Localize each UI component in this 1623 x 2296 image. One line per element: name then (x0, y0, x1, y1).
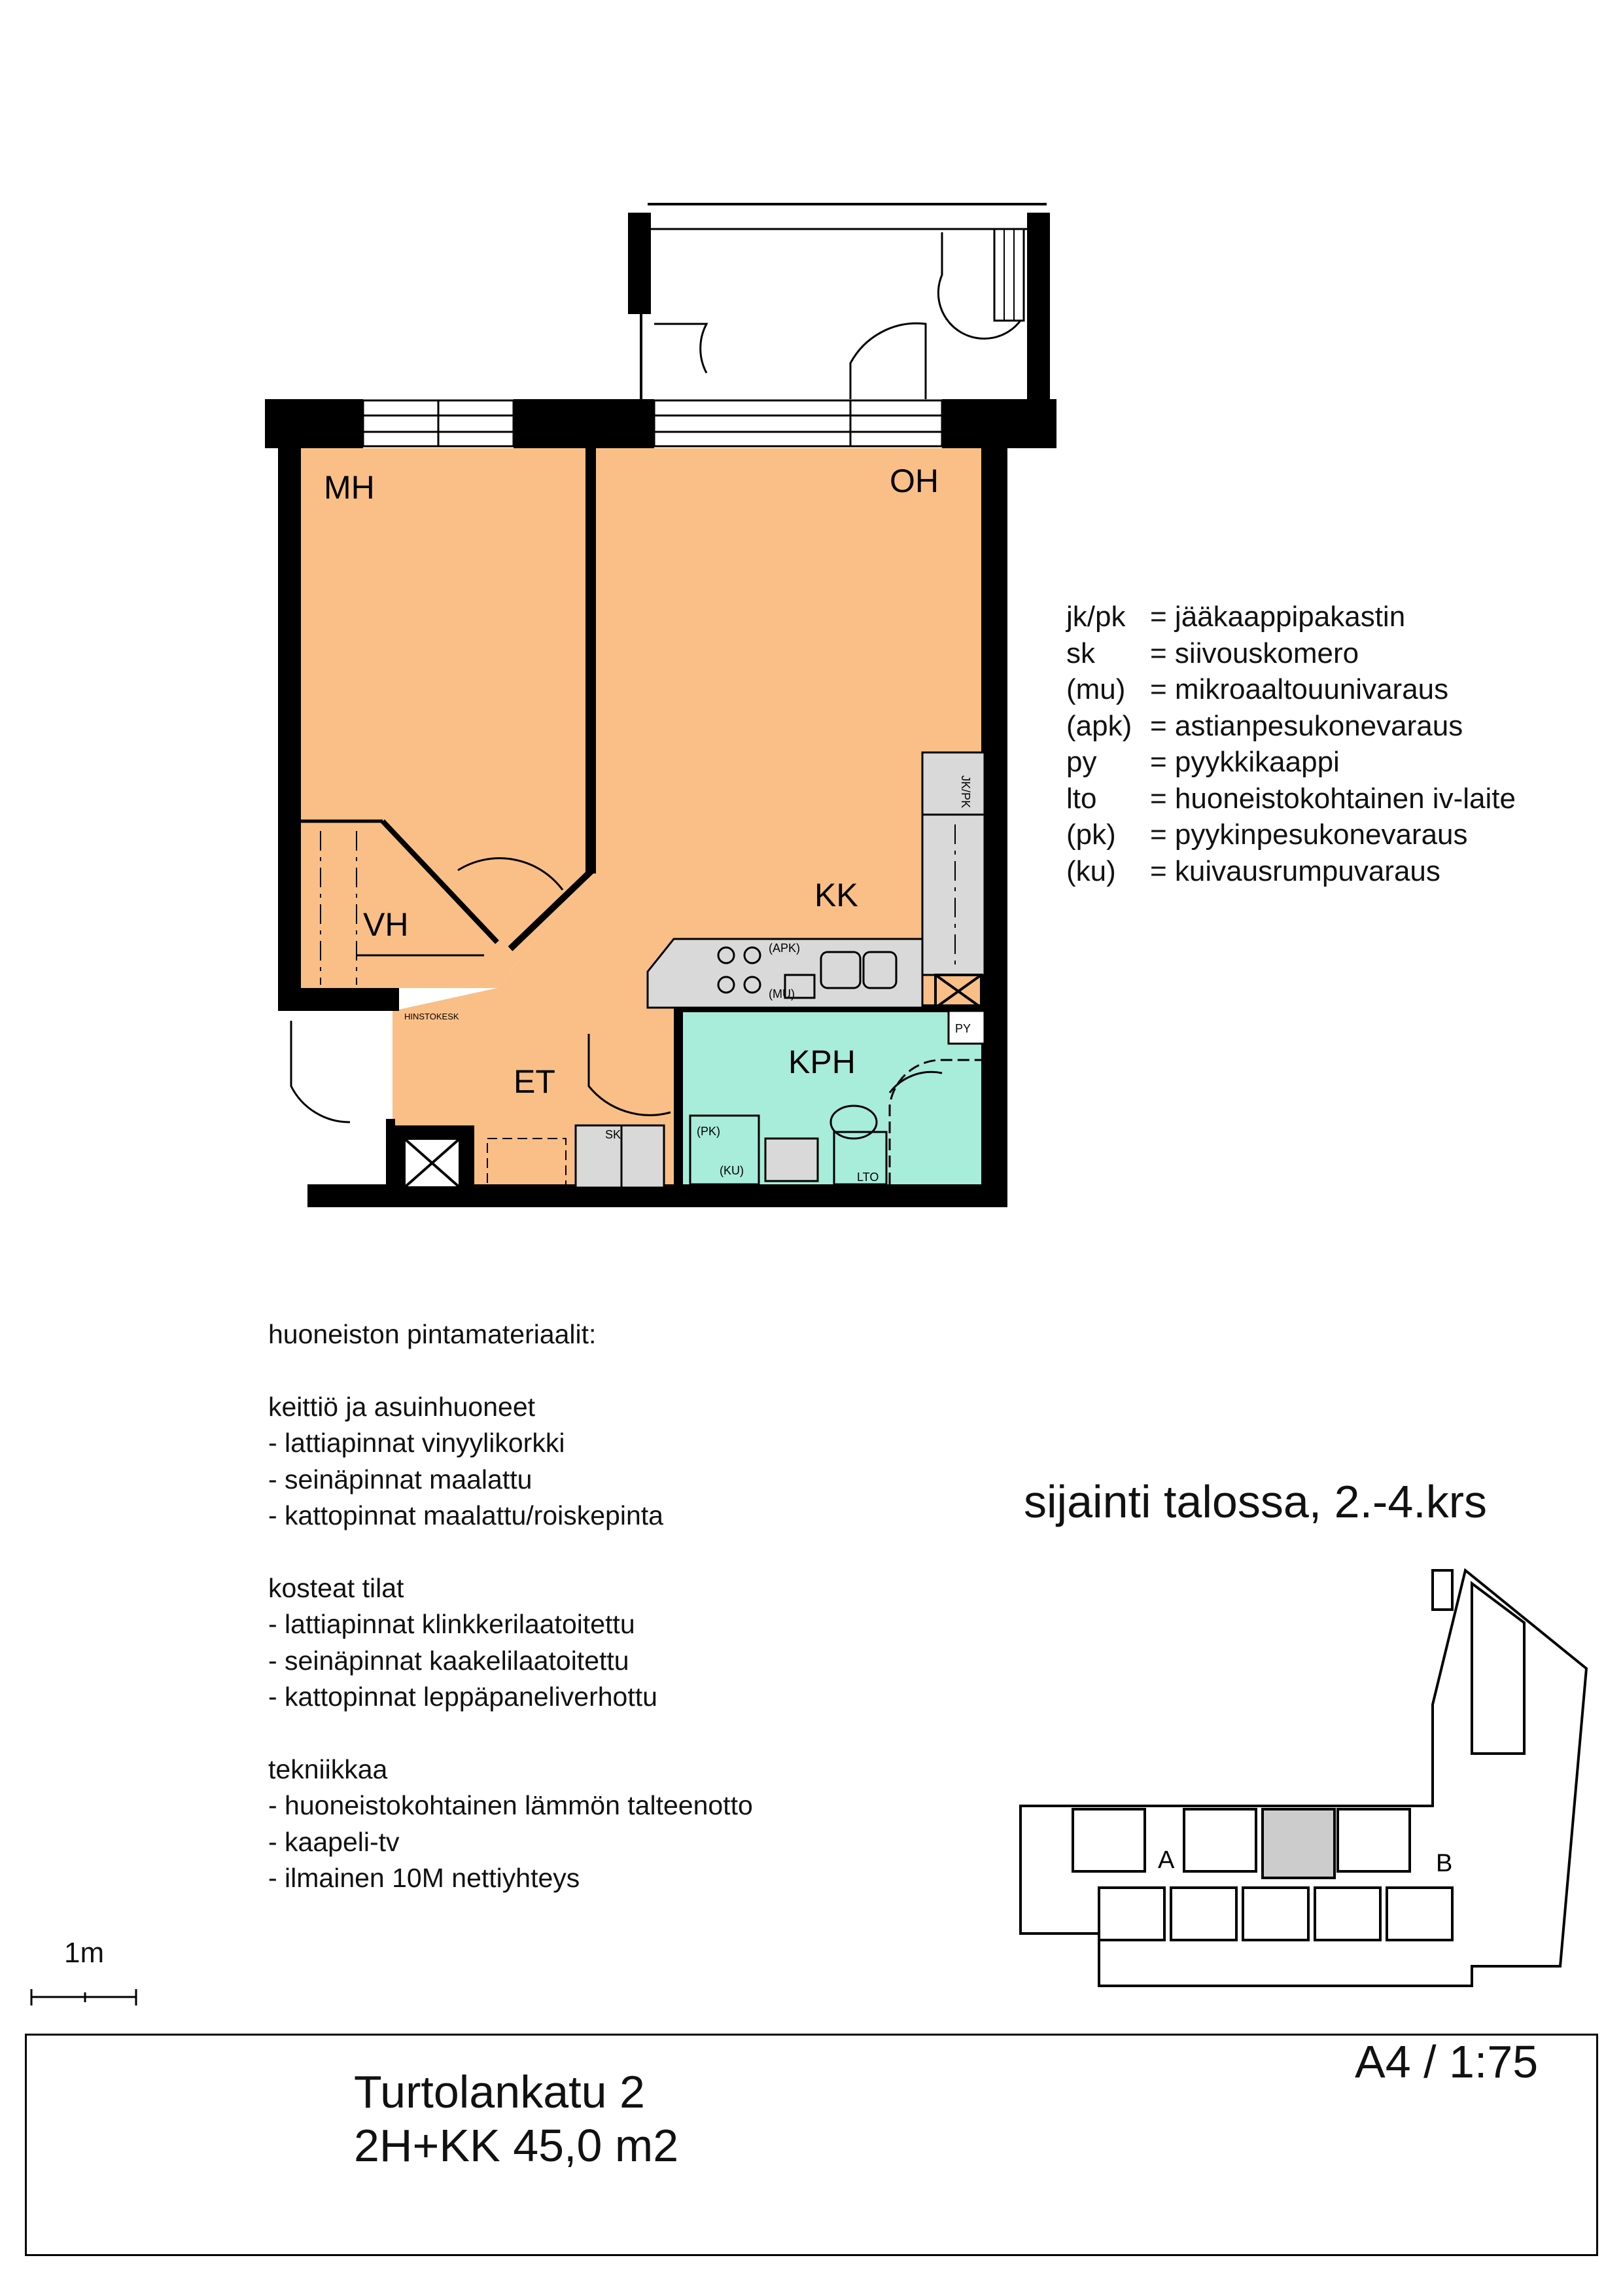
room-label-et: ET (514, 1063, 555, 1100)
window-mh (363, 400, 514, 446)
legend-abbr: py (1066, 746, 1097, 778)
legend-desc: = mikroaaltouunivaraus (1150, 673, 1449, 705)
materials-section-title: kosteat tilat (268, 1572, 404, 1603)
abbreviation-legend (1066, 599, 1516, 889)
site-plan (1021, 1570, 1586, 1986)
legend-row (1066, 817, 1516, 853)
site-label-stair-b: B (1436, 1850, 1453, 1877)
materials-item: - seinäpinnat maalattu (268, 1464, 532, 1494)
materials-section-title: keittiö ja asuinhuoneet (268, 1391, 536, 1422)
materials-item: - lattiapinnat vinyylikorkki (268, 1428, 565, 1458)
fixture-label-sk: SK (605, 1128, 621, 1141)
legend-abbr: jk/pk (1066, 601, 1126, 633)
legend-desc: = siivouskomero (1150, 637, 1359, 669)
fixture-label-pk: (PK) (697, 1125, 720, 1138)
legend-desc: = kuivausrumpuvaraus (1150, 855, 1440, 887)
room-label-kk: KK (814, 877, 858, 913)
materials-heading: huoneiston pintamateriaalit: (268, 1319, 597, 1349)
site-label-stair-a: A (1158, 1846, 1175, 1874)
legend-row (1066, 744, 1516, 781)
location-title: sijainti talossa, 2.-4.krs (1024, 1476, 1488, 1527)
materials-tech (268, 1752, 753, 1897)
street-address: Turtolankatu 2 (354, 2066, 645, 2117)
legend-abbr: sk (1066, 637, 1095, 669)
fixture-label-lto: LTO (857, 1171, 879, 1184)
apartment-type: 2H+KK 45,0 m2 (354, 2120, 679, 2171)
materials-item: - kaapeli-tv (268, 1826, 400, 1857)
scale-bar-label: 1m (64, 1937, 105, 1969)
room-label-oh: OH (890, 463, 939, 499)
legend-desc: = pyykinpesukonevaraus (1150, 819, 1468, 851)
materials-section-title: tekniikkaa (268, 1754, 388, 1784)
ventilation-shaft-et (404, 1139, 460, 1188)
room-label-mh: MH (324, 469, 375, 506)
legend-row (1066, 599, 1516, 635)
legend-desc: = astianpesukonevaraus (1150, 709, 1463, 742)
fixture-label-ku: (KU) (720, 1164, 744, 1177)
fixture-label-py: PY (955, 1022, 971, 1035)
fixture-label-apk: (APK) (769, 942, 801, 955)
legend-desc: = huoneistokohtainen iv-laite (1150, 782, 1516, 815)
fixture-label-jkpk: JK/PK (959, 775, 972, 809)
paper-scale: A4 / 1:75 (1355, 2036, 1539, 2087)
legend-abbr: (apk) (1066, 709, 1132, 742)
materials-item: - ilmainen 10M nettiyhteys (268, 1863, 580, 1893)
legend-row (1066, 853, 1516, 890)
legend-row (1066, 781, 1516, 817)
legend-desc: = jääkaappipakastin (1150, 601, 1406, 633)
materials-living (268, 1389, 753, 1534)
balcony (628, 204, 1050, 402)
title-block (25, 2034, 1598, 2256)
materials-wet (268, 1570, 753, 1716)
scale-bar (31, 1989, 136, 2005)
legend-abbr: (ku) (1066, 855, 1116, 887)
legend-abbr: lto (1066, 782, 1097, 815)
materials-item: - kattopinnat maalattu/roiskepinta (268, 1500, 663, 1530)
room-label-kph: KPH (788, 1044, 856, 1080)
legend-desc: = pyykkikaappi (1150, 746, 1340, 778)
fixture-label-mu: (MU) (769, 987, 795, 1000)
materials-item: - seinäpinnat kaakelilaatoitettu (268, 1645, 629, 1676)
legend-abbr: (mu) (1066, 673, 1126, 705)
legend-row (1066, 671, 1516, 708)
surface-materials (268, 1316, 753, 1897)
materials-item: - kattopinnat leppäpaneliverhottu (268, 1682, 657, 1712)
materials-item: - lattiapinnat klinkkerilaatoitettu (268, 1609, 635, 1639)
legend-abbr: (pk) (1066, 819, 1116, 851)
room-label-vh: VH (363, 906, 409, 943)
fixture-label-hinstokesk: HINSTOKESK (404, 1012, 459, 1021)
fridge-column (922, 752, 985, 975)
window-oh (654, 400, 942, 446)
legend-row (1066, 635, 1516, 672)
legend-row (1066, 708, 1516, 745)
address-block (354, 2065, 678, 2172)
materials-item: - huoneistokohtainen lämmön talteenotto (268, 1790, 753, 1820)
